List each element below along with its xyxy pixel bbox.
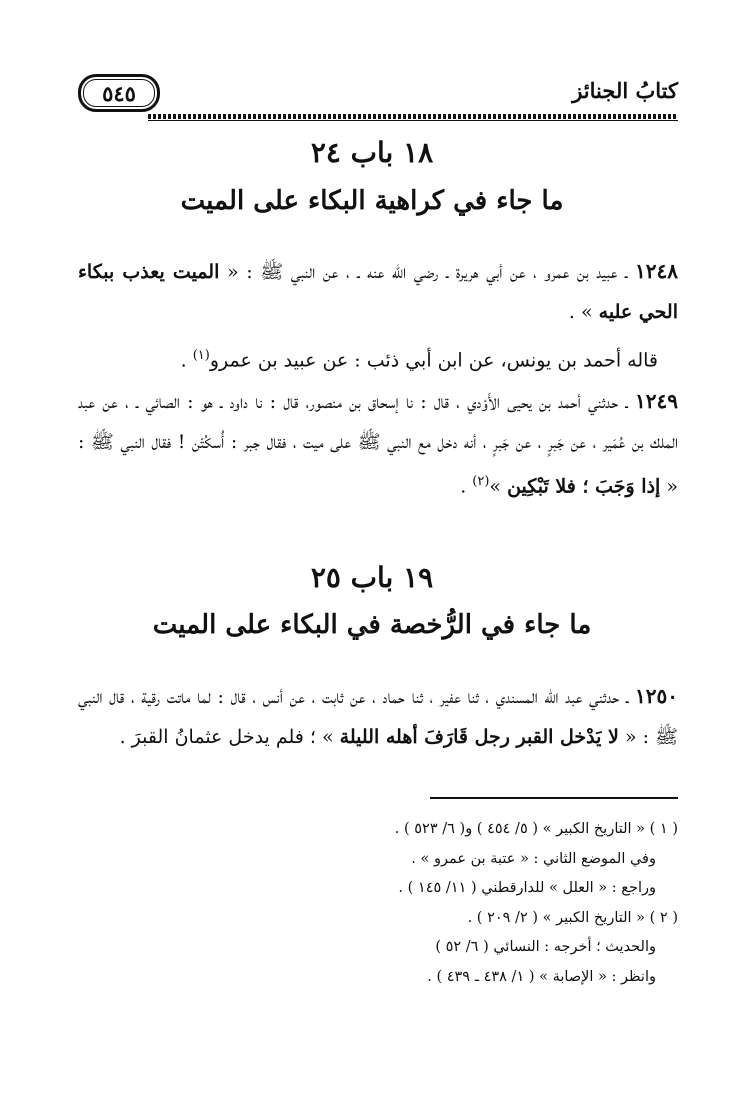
header-rule [148, 120, 678, 121]
page-number-badge: ٥٤٥ [78, 74, 160, 112]
section-title-25: ما جاء في الرُّخصة في البكاء على الميت [152, 610, 592, 640]
hadith-1248 [78, 251, 678, 332]
footnote-line: والحديث ؛ أخرجه : النسائي ( ٦/ ٥٢ ) [435, 939, 656, 955]
chapter-heading-25: ١٩ باب ٢٥ [310, 561, 434, 594]
hadith-close: » . [568, 301, 593, 323]
footnotes [78, 815, 678, 992]
page-header [78, 70, 678, 114]
hadith-text: ـ حدثني أحمد بن يحيى الأَوْدي ، قال : نا إسحاق بن منصور، قال : نا داود ـ هو : الصائي ـ ، عن عبد الملك بن عُمَير ، عن جَبرٍ ، عن جَبرٍ ، أنه دخل مع النبي ﷺ على ميت ، فقال جبر : أُسكُتْن ! فقال النبي ﷺ : « [78, 391, 678, 498]
note-close: . [180, 349, 187, 372]
running-head: كتابُ الجنائز [572, 78, 678, 103]
hadith-quote: إذا وَجَبَ ؛ فلا تَبْكِين [507, 475, 661, 498]
hadith-close: » ؛ فلم يدخل عثمانُ القبرَ . [119, 726, 334, 748]
footnote-separator [430, 797, 678, 799]
hadith-end: . [460, 475, 467, 498]
note-1248 [78, 336, 678, 380]
section-title-24: ما جاء في كراهية البكاء على الميت [180, 186, 564, 216]
footnote-line: وراجع : « العلل » للدارقطني ( ١١/ ١٤٥ ) . [398, 880, 656, 896]
hadith-text: ـ حدثني عبد الله المسندي ، ثنا عفير ، ثنا حماد ، عن ثابت ، عن أنس ، قال : لما ماتت رقية ، قال النبي ﷺ : « [78, 686, 678, 748]
footnote-line: وانظر : « الإصابة » ( ١/ ٤٣٨ ـ ٤٣٩ ) . [427, 968, 656, 985]
hadith-number: ١٢٥٠ [635, 684, 678, 708]
header-dotted-rule [148, 114, 678, 119]
hadith-1249 [78, 381, 678, 506]
hadith-number: ١٢٤٩ [635, 389, 678, 413]
footnote-line: ( ٢ ) « التاريخ الكبير » ( ٢/ ٢٠٩ ) . [467, 909, 678, 926]
chapter-heading-24: ١٨ باب ٢٤ [310, 136, 434, 169]
footnote-line: وفي الموضع الثاني : « عتبة بن عمرو » . [411, 850, 656, 867]
footnote-line: ( ١ ) « التاريخ الكبير » ( ٥/ ٤٥٤ ) و( ٦/ ٥٢٣ ) . [394, 821, 678, 837]
hadith-close: » [489, 475, 502, 498]
footnote-ref-2: (٢) [472, 474, 490, 489]
hadith-number: ١٢٤٨ [635, 259, 678, 283]
hadith-quote: الميت يعذب ببكاء الحي عليه [78, 261, 678, 323]
hadith-quote: لا يَدْخل القبر رجل قَارَفَ أهله الليلة [339, 726, 619, 748]
note-text: قاله أحمد بن يونس، عن ابن أبي ذئب : عن عبيد بن عمرو [209, 349, 658, 372]
hadith-1250 [78, 676, 678, 757]
footnote-ref-1: (١) [192, 348, 210, 363]
hadith-text: ـ عبيد بن عمرو ، عن أبي هريرة ـ رضي الله عنه ـ ، عن النبي ﷺ : « [226, 261, 628, 283]
